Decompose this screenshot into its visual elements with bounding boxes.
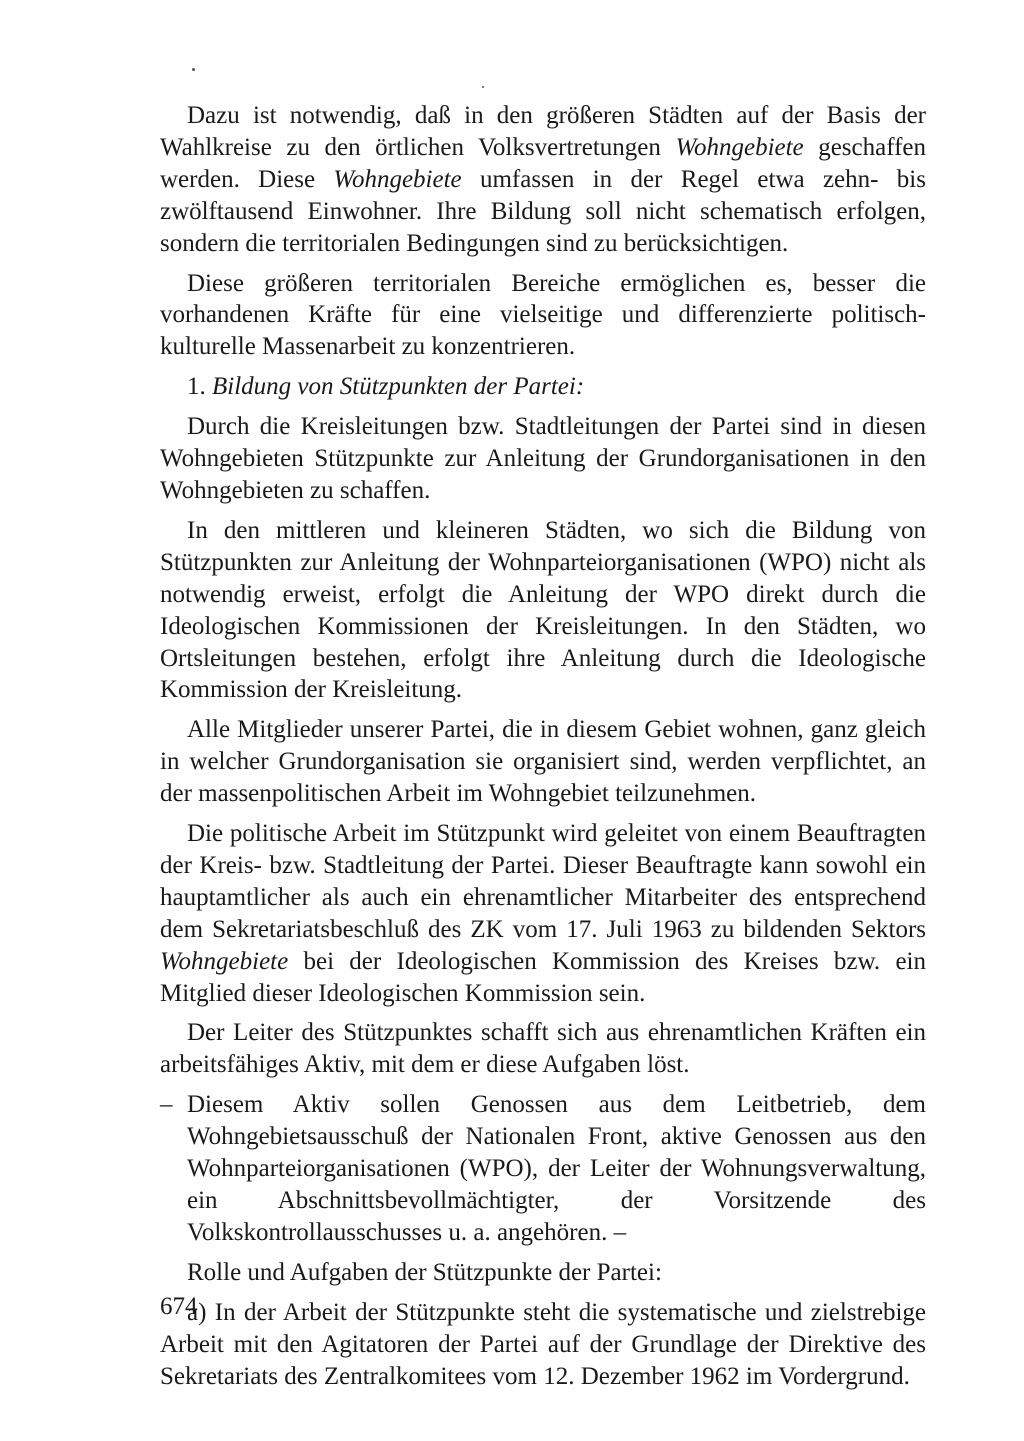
text-run: geschaffen werden. Diese: [160, 133, 927, 193]
text-run: In den mittleren und kleineren Städten, wo sich die Bildung von Stützpunkten zur Anleitung der Wohnparteiorganisationen (WPO) nicht als notwendig erweist, erfolgt die Anleitung der WPO direkt durch die Ideologischen Kommissionen der Kreisleitungen. In den Städten, wo Ortsleitungen bestehen, erfolgt ihre Anleitung durch die Ideologische Kommission der Kreisleitung.: [160, 516, 926, 704]
paragraph: [160, 1297, 926, 1393]
text-run: Rolle und Aufgaben der Stützpunkte der Partei:: [187, 1258, 662, 1286]
text-run: a) In der Arbeit der Stützpunkte steht die systematische und zielstrebige Arbeit mit den Agitatoren der Partei auf der Grundlage der Direktive des Sekretariats des Zentralkomitees vom 12. Dezember 1962 im Vordergrund.: [160, 1298, 926, 1390]
dash-marker: –: [160, 1091, 173, 1119]
text-run: Die politische Arbeit im Stützpunkt wird geleitet von einem Beauftragten der Kreis- bzw. Stadtleitung der Partei. Dieser Beauftragte kann sowohl ein hauptamtlicher als auch ein ehrenamtlicher Mitarbeiter des entsprechend dem Sekretariatsbeschluß des ZK vom 17. Juli 1963 zu bildenden Sektors: [160, 820, 926, 943]
text-run: Durch die Kreisleitungen bzw. Stadtleitungen der Partei sind in diesen Wohngebieten Stützpunkte zur Anleitung der Grundorganisationen in den Wohngebieten zu schaffen.: [160, 413, 926, 504]
text-run: umfassen in der Regel etwa zehn- bis zwölftausend Einwohner. Ihre Bildung soll nicht schematisch erfolgen, sondern die territorialen Bedingungen sind zu berücksichtigen.: [160, 165, 926, 257]
paragraph: [160, 1089, 926, 1249]
paragraph: [160, 818, 926, 1009]
paragraph: [160, 1257, 926, 1289]
page-number: 674: [160, 1293, 198, 1320]
paragraph: [160, 411, 926, 507]
scan-speck: [192, 68, 195, 71]
paragraph: [160, 268, 926, 364]
paragraph: [160, 371, 926, 403]
italic-text: Bildung von Stützpunkten der Partei:: [212, 373, 585, 401]
paragraph: [160, 1017, 926, 1081]
scan-speck: [482, 86, 484, 88]
body-text: [160, 100, 926, 1400]
italic-text: Wohngebiete: [333, 165, 462, 193]
italic-text: Wohngebiete: [675, 133, 804, 161]
text-run: Diese größeren territorialen Bereiche ermöglichen es, besser die vorhandenen Kräfte für eine vielseitige und differenzierte politisch-kulturelle Massenarbeit zu konzentrieren.: [160, 269, 926, 361]
paragraph: [160, 515, 926, 706]
text-run: Dazu ist notwendig, daß in den größeren Städten auf der Basis der Wahlkreise zu den örtlichen Volksvertretungen: [160, 102, 926, 161]
paragraph: [160, 100, 926, 260]
text-run: bei der Ideologischen Kommission des Kreises bzw. ein Mitglied dieser Ideologischen Kommission sein.: [160, 947, 926, 1007]
italic-text: Wohngebiete: [160, 947, 289, 975]
text-run: Diesem Aktiv sollen Genossen aus dem Leitbetrieb, dem Wohngebietsausschuß der Nationalen Front, aktive Genossen aus den Wohnparteiorganisationen (WPO), der Leiter der Wohnungsverwaltung, ein Abschnittsbevollmächtigter, der Vorsitzende des Volkskontrollausschusses u. a. angehören. –: [187, 1091, 926, 1246]
paragraph: [160, 714, 926, 810]
text-run: 1.: [187, 373, 212, 401]
text-run: Der Leiter des Stützpunktes schafft sich aus ehrenamtlichen Kräften ein arbeitsfähiges Aktiv, mit dem er diese Aufgaben löst.: [160, 1019, 926, 1079]
text-run: Alle Mitglieder unserer Partei, die in diesem Gebiet wohnen, ganz gleich in welcher Grundorganisation sie organisiert sind, werden verpflichtet, an der massenpolitischen Arbeit im Wohngebiet teilzunehmen.: [160, 716, 926, 808]
